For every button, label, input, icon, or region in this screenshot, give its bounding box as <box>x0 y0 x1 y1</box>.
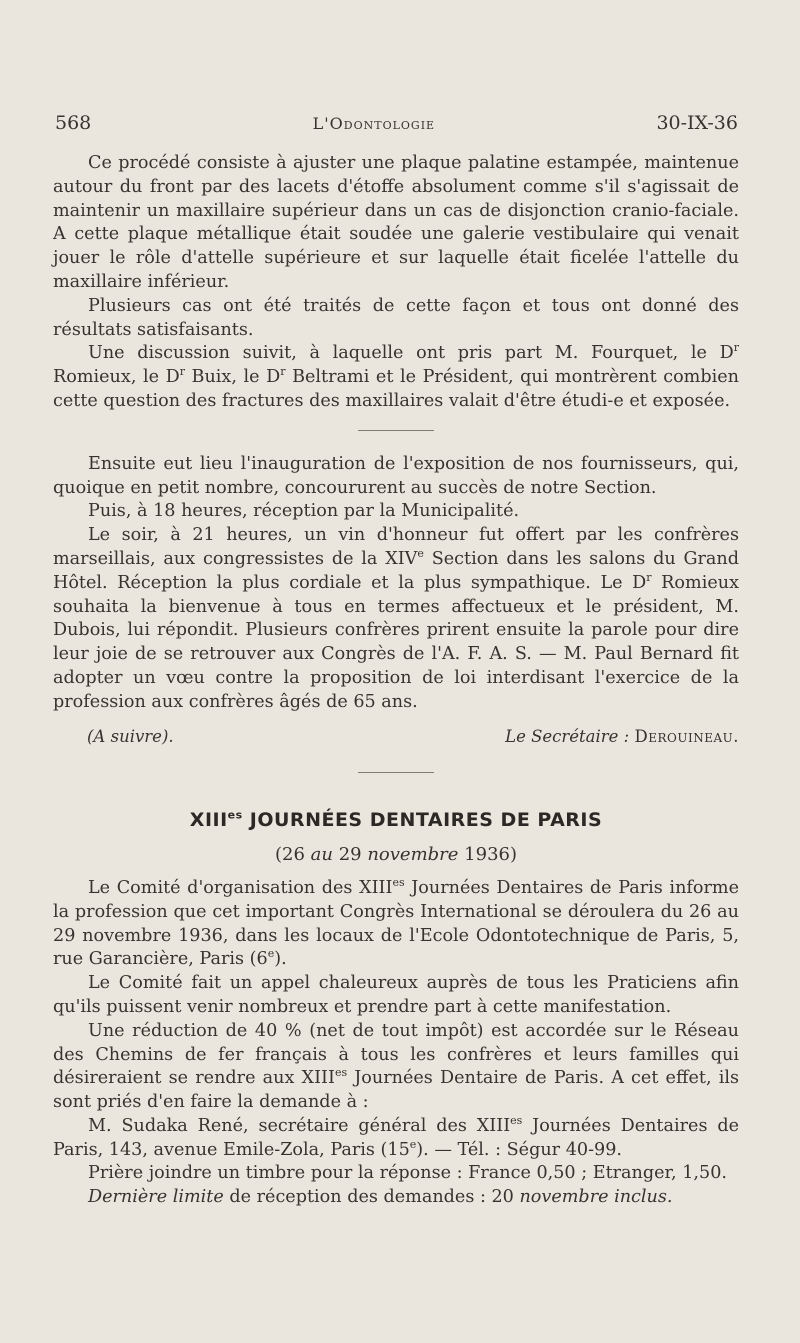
paragraph: Une discussion suivit, à laquelle ont pris part M. Fourquet, le $D^r$ Romieux, le $D^r$ Buix, le $D^r$ Beltrami et le Président, qui montrèrent combien cette question des fractures des maxillaires valait d'être étudi-e et exposée. <box>53 341 739 411</box>
issue-date: 30-IX-36 <box>656 112 738 134</box>
paragraph: Le Comité fait un appel chaleureux auprès de tous les Praticiens afin qu'ils puissent venir nombreux et prendre part à cette manifestation. <box>53 973 739 1017</box>
paragraph: Puis, à 18 heures, réception par la Municipalité. <box>88 501 520 522</box>
page-number: 568 <box>55 112 92 134</box>
secretary-signature: Le Secrétaire : Derouineau. <box>505 726 739 746</box>
paragraph: Ensuite eut lieu l'inauguration de l'exposition de nos fournisseurs, qui, quoique en petit nombre, concoururent au succès de notre Section. <box>53 453 739 498</box>
article-body <box>53 152 739 1210</box>
to-be-continued: (A suivre). <box>87 726 174 746</box>
paragraph: Le soir, à 21 heures, un vin d'honneur fut offert par les confrères marseillais, aux congressistes de la XIVe Section dans les salons du Grand Hôtel. Réception la plus cordiale et la plus sympathique. Le $D^r$ Romieux souhaita la bienvenue à tous en termes affectueux et le président, M. Dubois, lui répondit. Plusieurs confrères prirent ensuite la parole pour dire leur joie de se retrouver aux Congrès de l'A. F. A. S. — M. Paul Bernard fit adopter un vœu contre la proposition de loi interdisant l'exercice de la profession aux confrères âgés de 65 ans. <box>53 525 739 712</box>
paragraph: Dernière limite de réception des demandes : 20 novembre inclus. <box>88 1187 673 1208</box>
page-header <box>55 112 738 134</box>
paragraph: Plusieurs cas ont été traités de cette façon et tous ont donné des résultats satisfaisants. <box>53 295 739 340</box>
event-dates: (26 au 29 novembre 1936) <box>274 844 517 866</box>
section-divider <box>358 430 434 431</box>
section-heading: $XIII^{es}$ JOURNÉES DENTAIRES DE PARIS <box>189 809 603 832</box>
journal-title: L'Odontologie <box>312 114 436 133</box>
paragraph: M. Sudaka René, secrétaire général des $XIII^{es}$ Journées Dentaires de Paris, 143, avenue Emile-Zola, Paris (15e). — Tél. : Ségur 40-99. <box>53 1114 739 1160</box>
paragraph: Le Comité d'organisation des $XIII^{es}$ Journées Dentaires de Paris informe la profession que cet important Congrès International se déroulera du 26 au 29 novembre 1936, dans les locaux de l'Ecole Odontotechnique de Paris, 5, rue Garancière, Paris (6e). <box>53 876 740 970</box>
paragraph: Ce procédé consiste à ajuster une plaque palatine estampée, maintenue autour du front par des lacets d'étoffe absolument comme s'il s'agissait de maintenir un maxillaire supérieur dans un cas de disjonction cranio-faciale. A cette plaque métallique était soudée une galerie vestibulaire qui venait jouer le rôle d'attelle supérieure et sur laquelle était ficelée l'attelle du maxillaire inférieur. <box>53 153 739 292</box>
signoff-line <box>53 725 739 749</box>
section-divider <box>358 772 434 773</box>
paragraph: Prière joindre un timbre pour la réponse : France 0,50 ; Etranger, 1,50. <box>88 1163 727 1184</box>
paragraph: Une réduction de 40 % (net de tout impôt) est accordée sur le Réseau des Chemins de fer français à tous les confrères et leurs familles qui désireraient se rendre aux $XIII^{es}$ Journées Dentaire de Paris. A cet effet, ils sont priés d'en faire la demande à : <box>53 1020 739 1113</box>
